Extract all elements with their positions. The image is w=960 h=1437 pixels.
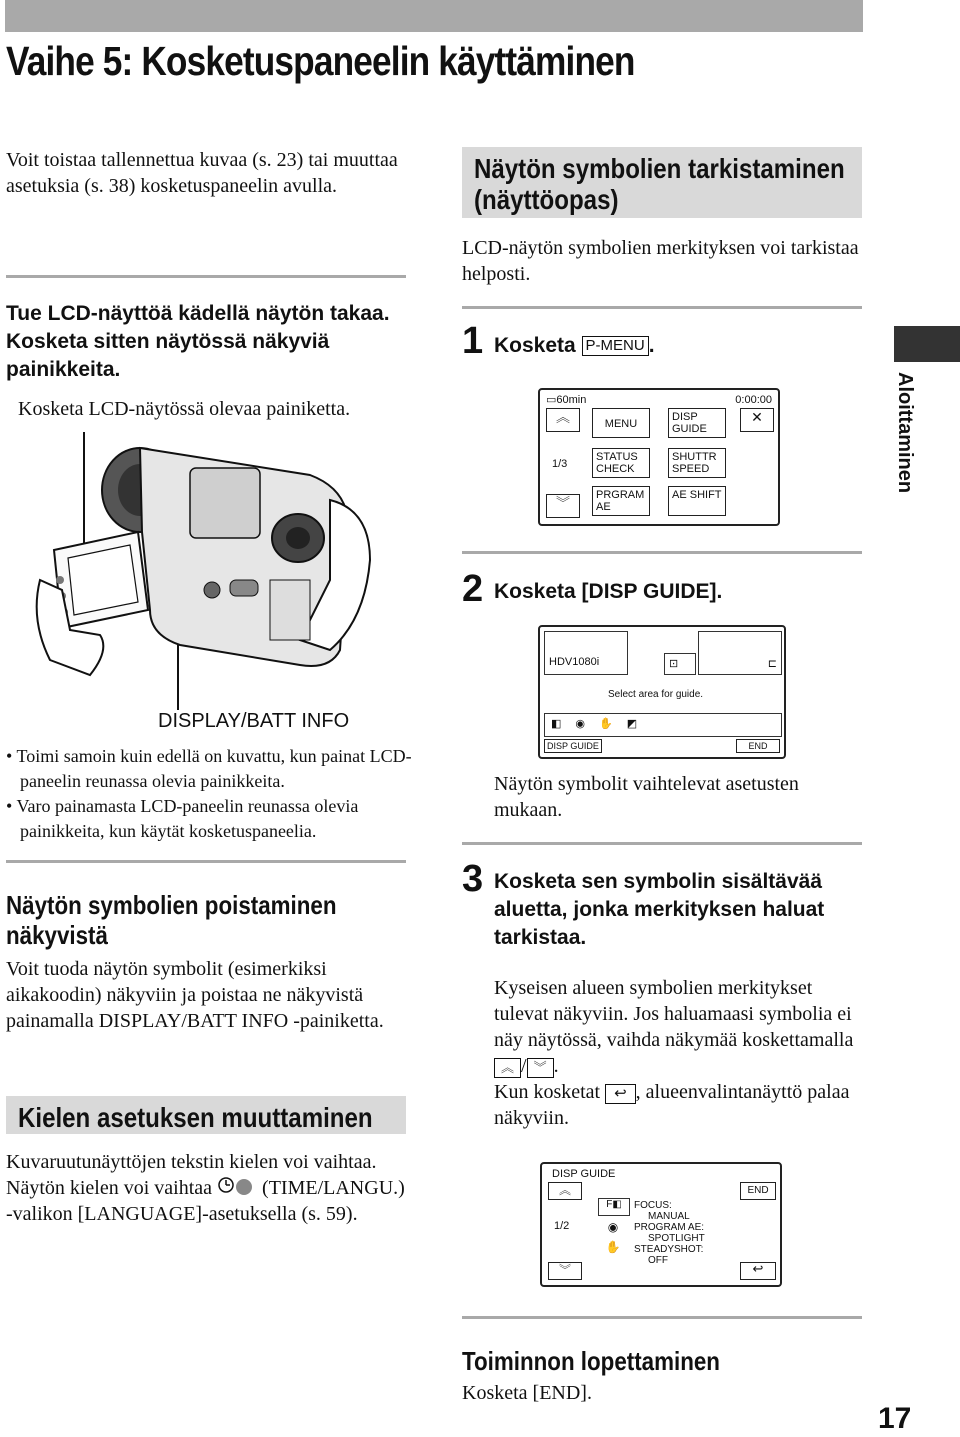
bullet-1: • Toimi samoin kuin edellä on kuvattu, kun painat LCD-paneelin reunassa olevia painikkeita. <box>6 746 412 791</box>
bullet-2: • Varo painamasta LCD-paneelin reunassa olevia painikkeita, kun käytät kosketuspaneelia. <box>6 796 359 841</box>
step-3-body-part4: Kun kosketat <box>494 1081 601 1103</box>
tape-icon: ⊡ <box>669 658 679 670</box>
end-function-text: Kosketa [END]. <box>462 1382 592 1404</box>
end-button[interactable]: END <box>740 1182 776 1200</box>
focus-manual-icon: F◧ <box>598 1198 630 1216</box>
guide-heading <box>462 147 862 218</box>
area-top-left[interactable] <box>544 631 628 675</box>
spotlight-icon: ◉ <box>607 1220 619 1234</box>
instruction-text: Kosketa LCD-näytössä olevaa painiketta. <box>18 398 351 420</box>
page-indicator: 1/2 <box>554 1220 570 1232</box>
language-heading <box>6 1096 406 1134</box>
step-3-slash: / <box>521 1055 527 1077</box>
bullet-text: Toimi samoin kuin edellä on kuvattu, kun painat LCD-paneelin reunassa olevia painikkeita. <box>16 746 412 791</box>
camcorder-illustration <box>30 420 410 710</box>
return-icon[interactable]: ↩ <box>740 1262 776 1280</box>
scroll-up-icon[interactable]: ︽ <box>546 408 580 432</box>
program-ae-button[interactable]: PRGRAM AE <box>592 486 650 516</box>
hide-symbols-heading <box>6 890 406 950</box>
step-3-number: 3 <box>462 858 484 900</box>
clock-globe-icon <box>217 1176 257 1194</box>
instruction-heading: Tue LCD-näyttöä kädellä näytön takaa. Kosketa sitten näytössä näkyviä painikkeita. <box>6 302 390 381</box>
page-title: Vaihe 5: Kosketuspaneelin käyttäminen <box>6 38 635 84</box>
divider <box>462 551 862 554</box>
end-button[interactable]: END <box>736 739 780 753</box>
language-heading-text: Kielen asetuksen muuttaminen <box>18 1102 373 1133</box>
guide-item: MANUAL <box>648 1211 690 1222</box>
disp-guide-title: DISP GUIDE <box>552 1168 616 1180</box>
disp-guide-label: DISP GUIDE <box>544 739 602 753</box>
divider <box>462 306 862 309</box>
guide-item: SPOTLIGHT <box>648 1233 705 1244</box>
divider <box>462 1316 862 1319</box>
side-tab-text: Aloittaminen <box>894 372 916 494</box>
scroll-down-icon[interactable]: ︾ <box>548 1262 582 1280</box>
step-3-period: . <box>553 1055 559 1077</box>
side-tab-marker <box>894 326 960 362</box>
focus-program-steadyshot-icons: ◧◉✋◩ <box>551 718 652 730</box>
shuttr-speed-button[interactable]: SHUTTR SPEED <box>668 448 726 478</box>
step-1-period: . <box>648 334 655 357</box>
guide-items <box>634 1200 705 1266</box>
guide-item: OFF <box>648 1255 668 1266</box>
language-text <box>6 1149 406 1227</box>
close-icon[interactable]: ✕ <box>740 408 774 432</box>
guide-item: FOCUS: <box>634 1200 672 1211</box>
backlight-off-icon: ⊏ <box>767 658 777 670</box>
language-text-part1: Kuvaruutunäyttöjen tekstin kielen voi vaihtaa. Näytön kielen voi vaihtaa <box>6 1151 377 1199</box>
header-bar <box>5 0 863 32</box>
intro-text: Voit toistaa tallennettua kuvaa (s. 23) tai muuttaa asetuksia (s. 38) kosketuspaneelin avulla. <box>6 149 398 197</box>
guide-text: LCD-näytön symbolien merkityksen voi tarkistaa helposti. <box>462 237 859 285</box>
step-1-text <box>494 332 655 360</box>
p-menu-button[interactable]: P-MENU <box>582 336 649 356</box>
guide-select-screen <box>538 625 786 759</box>
area-top-center[interactable] <box>664 653 696 675</box>
ae-shift-button[interactable]: AE SHIFT <box>668 486 726 516</box>
battery-indicator: ▭60min <box>546 394 587 406</box>
divider <box>6 860 406 863</box>
step-3-text: Kosketa sen symbolin sisältävää aluetta, jonka merkityksen haluat tarkistaa. <box>494 870 825 949</box>
hide-symbols-heading-text: Näytön symbolien poistaminen näkyvistä <box>6 890 337 950</box>
scroll-up-icon[interactable]: ︽ <box>548 1182 582 1200</box>
divider <box>6 275 406 278</box>
return-icon: ↩ <box>605 1084 636 1104</box>
area-top-right[interactable] <box>698 631 782 675</box>
page-indicator: 1/3 <box>552 458 568 470</box>
bullet-text: Varo painamasta LCD-paneelin reunassa olevia painikkeita, kun käytät kosketuspaneelia. <box>16 796 359 841</box>
menu-button[interactable]: MENU <box>592 408 650 438</box>
status-check-button[interactable]: STATUS CHECK <box>592 448 650 478</box>
guide-detail-screen <box>540 1162 782 1287</box>
end-function-heading-text: Toiminnon lopettaminen <box>462 1346 720 1376</box>
divider <box>462 842 862 845</box>
step-1-label: Kosketa <box>494 334 576 357</box>
step-2-text: Kosketa [DISP GUIDE]. <box>494 580 723 603</box>
format-label: HDV1080i <box>549 656 600 668</box>
display-batt-label: DISPLAY/BATT INFO <box>158 710 350 732</box>
menu-screen <box>538 388 780 526</box>
side-tab-label <box>893 372 929 502</box>
scroll-down-icon: ︾ <box>527 1058 554 1078</box>
scroll-down-icon[interactable]: ︾ <box>546 494 580 518</box>
step-2-number: 2 <box>462 568 484 610</box>
disp-guide-button[interactable]: DISP GUIDE <box>668 408 726 438</box>
language-text-part2: (TIME/LANGU.) -valikon [LANGUAGE]-asetuksella (s. 59). <box>6 1177 405 1225</box>
step-3-body <box>494 975 866 1131</box>
steadyshot-off-icon: ✋ <box>605 1240 621 1254</box>
symbols-vary-note: Näytön symbolit vaihtelevat asetusten mukaan. <box>494 773 799 821</box>
timecode: 0:00:00 <box>735 394 772 406</box>
step-3-body-part1: Kyseisen alueen symbolien merkitykset tulevat näkyviin. Jos haluamaasi symbolia ei näy näytössä, vaihda näkymää koskettamalla <box>494 977 854 1051</box>
page-number: 17 <box>878 1402 912 1435</box>
step-1-number: 1 <box>462 320 484 362</box>
guide-item: STEADYSHOT: <box>634 1244 704 1255</box>
area-bottom-icons[interactable] <box>544 713 782 737</box>
guide-heading-text: Näytön symbolien tarkistaminen (näyttöopas) <box>474 153 845 215</box>
hide-symbols-text: Voit tuoda näytön symbolit (esimerkiksi aikakoodin) näkyviin ja poistaa ne näkyvistä painamalla DISPLAY/BATT INFO -painiketta. <box>6 958 384 1032</box>
step-3-body-part5: , alueenvalintanäyttö palaa näkyviin. <box>494 1081 850 1129</box>
end-function-heading <box>462 1346 762 1376</box>
select-prompt: Select area for guide. <box>608 689 704 700</box>
battery-remaining: 60min <box>556 394 587 406</box>
guide-item: PROGRAM AE: <box>634 1222 705 1233</box>
scroll-up-icon: ︽ <box>494 1058 521 1078</box>
